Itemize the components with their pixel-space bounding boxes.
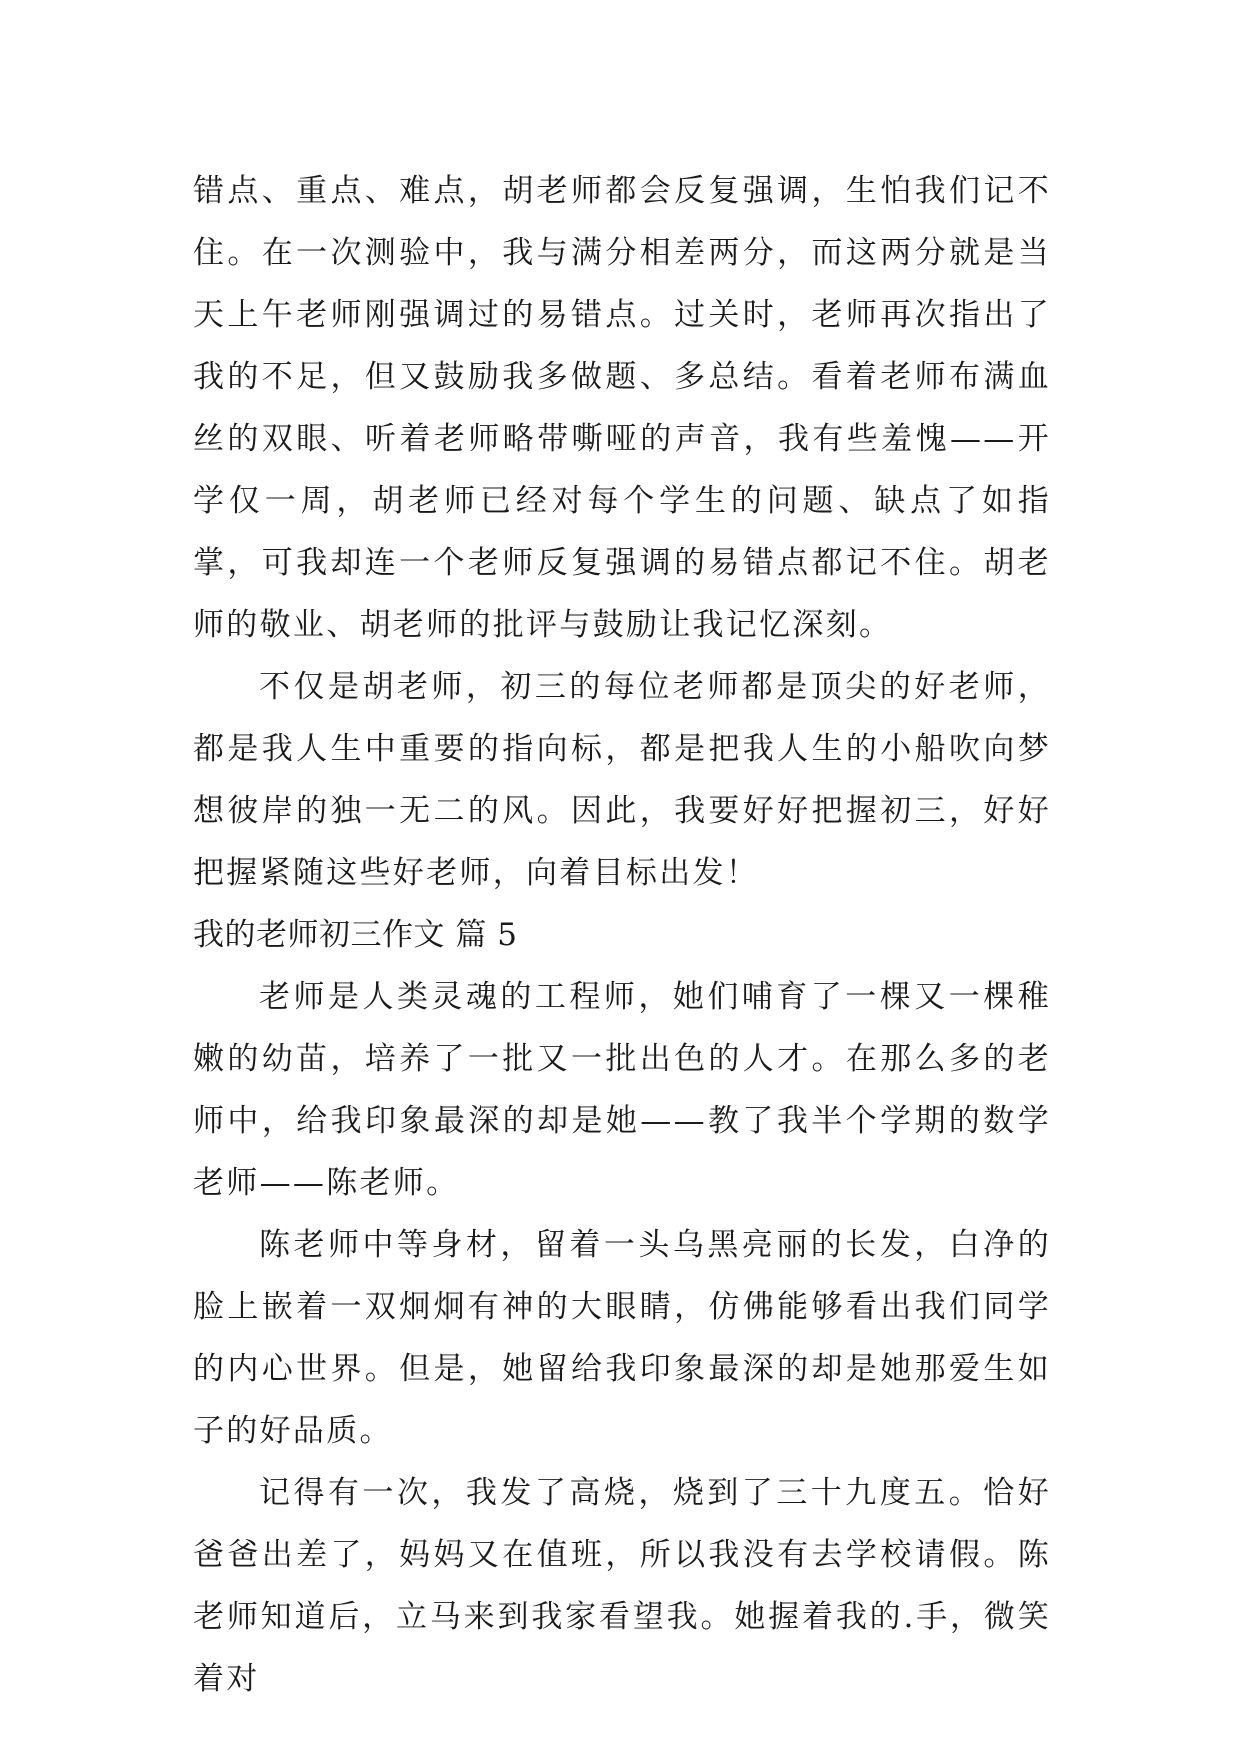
paragraph-4: 陈老师中等身材，留着一头乌黑亮丽的长发，白净的脸上嵌着一双炯炯有神的大眼睛，仿佛能够看出我们同学的内心世界。但是，她留给我印象最深的却是她那爱生如子的好品质。 xyxy=(193,1227,1051,1449)
paragraph-3: 老师是人类灵魂的工程师，她们哺育了一棵又一棵稚嫩的幼苗，培养了一批又一批出色的人才。在那么多的老师中，给我印象最深的却是她——教了我半个学期的数学老师——陈老师。 xyxy=(193,979,1051,1201)
paragraph-1: 错点、重点、难点，胡老师都会反复强调，生怕我们记不住。在一次测验中，我与满分相差两分，而这两分就是当天上午老师刚强调过的易错点。过关时，老师再次指出了我的不足，但又鼓励我多做题、多总结。看着老师布满血丝的双眼、听着老师略带嘶哑的声音，我有些羞愧——开学仅一周，胡老师已经对每个学生的问题、缺点了如指掌，可我却连一个老师反复强调的易错点都记不住。胡老师的敬业、胡老师的批评与鼓励让我记忆深刻。 xyxy=(193,173,1051,643)
paragraph-2: 不仅是胡老师，初三的每位老师都是顶尖的好老师，都是我人生中重要的指向标，都是把我人生的小船吹向梦想彼岸的独一无二的风。因此，我要好好把握初三，好好把握紧随这些好老师，向着目标出发！ xyxy=(193,669,1051,891)
paragraph-5: 记得有一次，我发了高烧，烧到了三十九度五。恰好爸爸出差了，妈妈又在值班，所以我没有去学校请假。陈老师知道后，立马来到我家看望我。她握着我的.手，微笑着对 xyxy=(193,1475,1051,1697)
body-text xyxy=(193,160,1051,1710)
section-heading: 我的老师初三作文 篇 5 xyxy=(193,917,518,953)
